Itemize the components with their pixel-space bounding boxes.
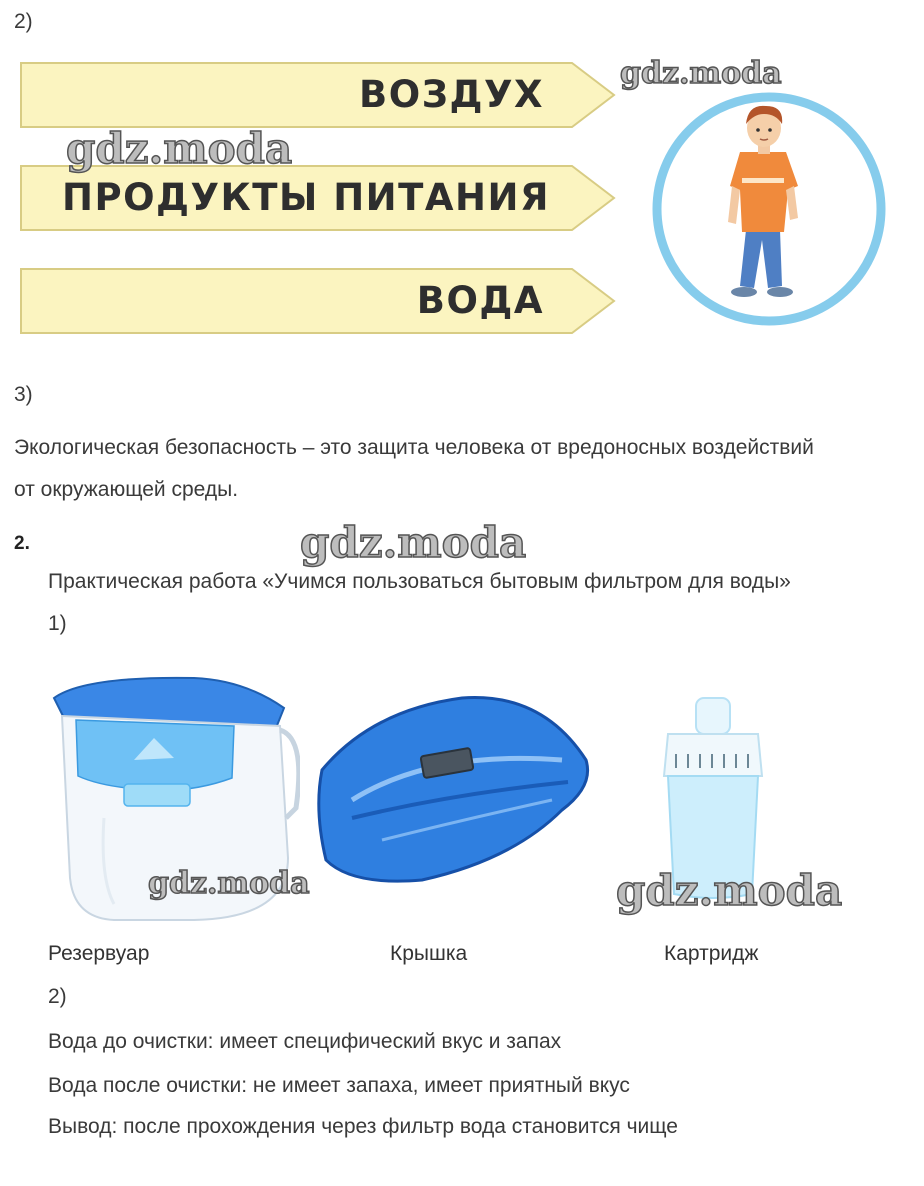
watermark: gdz.moda (620, 56, 782, 91)
task-number: 2. (14, 533, 30, 554)
item-3-number: 3) (14, 383, 33, 406)
practical-work-title: Практическая работа «Учимся пользоваться бытовым фильтром для воды» (48, 570, 791, 593)
definition-line-1: Экологическая безопасность – это защита человека от вредоносных воздействий (14, 436, 814, 459)
caption-reservoir: Резервуар (48, 942, 150, 965)
arrow-sign-air (20, 62, 616, 128)
arrow-label-water: ВОДА (416, 279, 544, 322)
boy-illustration (650, 90, 888, 328)
arrow-sign-food (20, 165, 616, 231)
caption-lid: Крышка (390, 942, 468, 965)
watermark: gdz.moda (148, 866, 310, 901)
arrow-label-food: ПРОДУКТЫ ПИТАНИЯ (62, 176, 550, 219)
sub-item-2-number: 2) (48, 985, 67, 1008)
watermark: gdz.moda (66, 124, 293, 173)
filter-lid-image (312, 690, 596, 890)
conclusion-line: Вывод: после прохождения через фильтр вода становится чище (48, 1115, 678, 1138)
arrow-sign-water (20, 268, 616, 334)
arrow-label-air: ВОЗДУХ (359, 73, 544, 116)
sub-item-1-number: 1) (48, 612, 67, 635)
watermark: gdz.moda (300, 518, 527, 567)
water-after-line: Вода после очистки: не имеет запаха, имеет приятный вкус (48, 1074, 630, 1097)
definition-line-2: от окружающей среды. (14, 478, 239, 501)
watermark: gdz.moda (616, 866, 843, 915)
item-2-number: 2) (14, 10, 33, 33)
caption-cartridge: Картридж (664, 942, 759, 965)
water-before-line: Вода до очистки: имеет специфический вкус и запах (48, 1030, 562, 1053)
